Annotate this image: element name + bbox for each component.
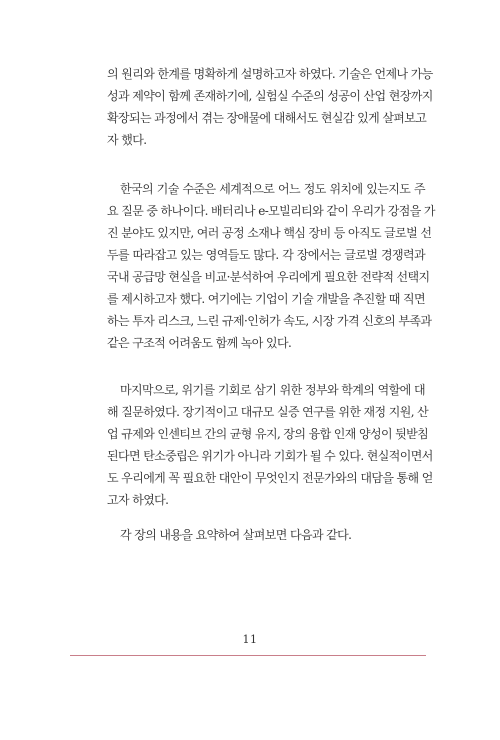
text-line: 도 우리에게 꼭 필요한 대안이 무엇인지 전문가와의 대담을 통해 얻: [107, 471, 433, 485]
text-line: 요 질문 중 하나이다. 배터리나 e-모빌리티와 같이 우리가 강점을 가: [107, 204, 435, 218]
text-line: 를 제시하고자 했다. 여기에는 기업이 기술 개발을 추진할 때 직면: [107, 292, 425, 306]
text-line: 해 질문하였다. 장기적이고 대규모 실증 연구를 위한 재정 지원, 산: [107, 405, 429, 419]
footer-rule: [70, 655, 426, 656]
text-line: 업 규제와 인센티브 간의 균형 유지, 장의 융합 인재 양성이 뒷받침: [107, 427, 429, 441]
text-line: 확장되는 과정에서 겪는 장애물에 대해서도 현실감 있게 살펴보고: [107, 111, 427, 125]
text-line: 한국의 기술 수준은 세계적으로 어느 정도 위치에 있는지도 주: [120, 182, 425, 196]
paragraph-technology-level: [107, 178, 435, 354]
page-number: 11: [242, 633, 258, 646]
text-line: 두를 따라잡고 있는 영역들도 많다. 각 장에서는 글로벌 경쟁력과: [107, 248, 425, 262]
text-line: 된다면 탄소중립은 위기가 아니라 기회가 될 수 있다. 현실적이면서: [107, 449, 433, 463]
text-line: 진 분야도 있지만, 여러 공정 소재나 핵심 장비 등 아직도 글로벌 선: [107, 226, 432, 240]
text-line: 마지막으로, 위기를 기회로 삼기 위한 정부와 학계의 역할에 대: [120, 383, 425, 397]
text-line: 하는 투자 리스크, 느린 규제·인허가 속도, 시장 가격 신호의 부족과: [107, 314, 432, 328]
text-line: 국내 공급망 현실을 비교·분석하여 우리에게 필요한 전략적 선택지: [107, 270, 430, 284]
text-line: 같은 구조적 어려움도 함께 녹아 있다.: [107, 336, 292, 350]
paragraph-continuation: [107, 63, 433, 151]
text-line: 의 원리와 한계를 명확하게 설명하고자 하였다. 기술은 언제나 가능: [107, 67, 433, 81]
text-line: 자 했다.: [107, 133, 147, 147]
text-line: 각 장의 내용을 요약하여 살펴보면 다음과 같다.: [120, 528, 352, 542]
paragraph-summary-intro: [107, 524, 425, 546]
text-line: 성과 제약이 함께 존재하기에, 실험실 수준의 성공이 산업 현장까지: [107, 89, 433, 103]
text-line: 고자 하였다.: [107, 493, 169, 507]
paragraph-government-role: [107, 379, 433, 511]
